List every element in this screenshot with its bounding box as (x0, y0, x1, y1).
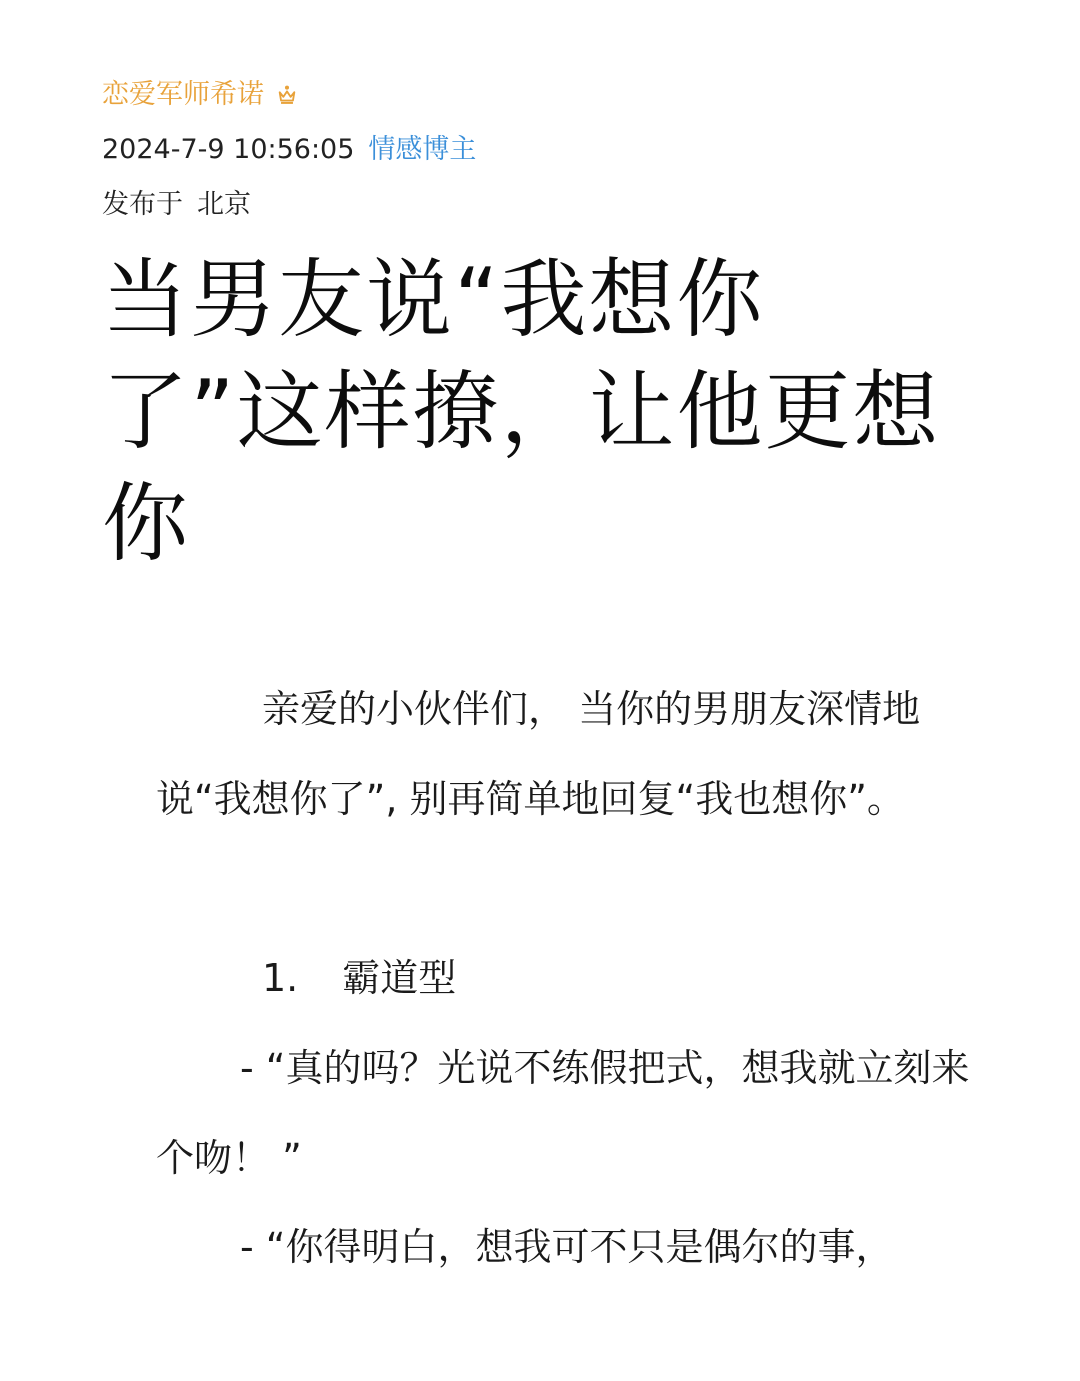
post-location (102, 186, 251, 224)
quote-paragraph-2 (156, 1202, 996, 1292)
section-number: 1. (262, 956, 299, 1000)
post-meta (102, 131, 476, 169)
intro-text: 亲爱的小伙伴们， 当你的男朋友深情地说“我想你了”, 别再简单地回复“我也想你”。 (156, 687, 921, 821)
section-heading (262, 952, 456, 1004)
crown-icon (276, 84, 298, 106)
post-title: 当男友说“我想你了”这样撩，让他更想你 (102, 250, 941, 574)
intro-paragraph (156, 664, 996, 844)
section-title: 霸道型 (342, 956, 457, 1000)
author-tag[interactable]: 情感博主 (368, 134, 477, 165)
author-name[interactable]: 恋爱军师希诺 (102, 79, 264, 110)
quote-text-1: - “真的吗？光说不练假把式，想我就立刻来个吻！ ” (156, 1046, 970, 1180)
quote-text-2: - “你得明白，想我可不只是偶尔的事， (240, 1225, 894, 1269)
post-timestamp: 2024-7-9 10:56:05 (102, 134, 355, 165)
author-name-row[interactable] (102, 76, 298, 114)
location-name: 北京 (197, 189, 251, 220)
location-prefix: 发布于 (102, 189, 183, 220)
quote-paragraph-1 (156, 1023, 996, 1203)
